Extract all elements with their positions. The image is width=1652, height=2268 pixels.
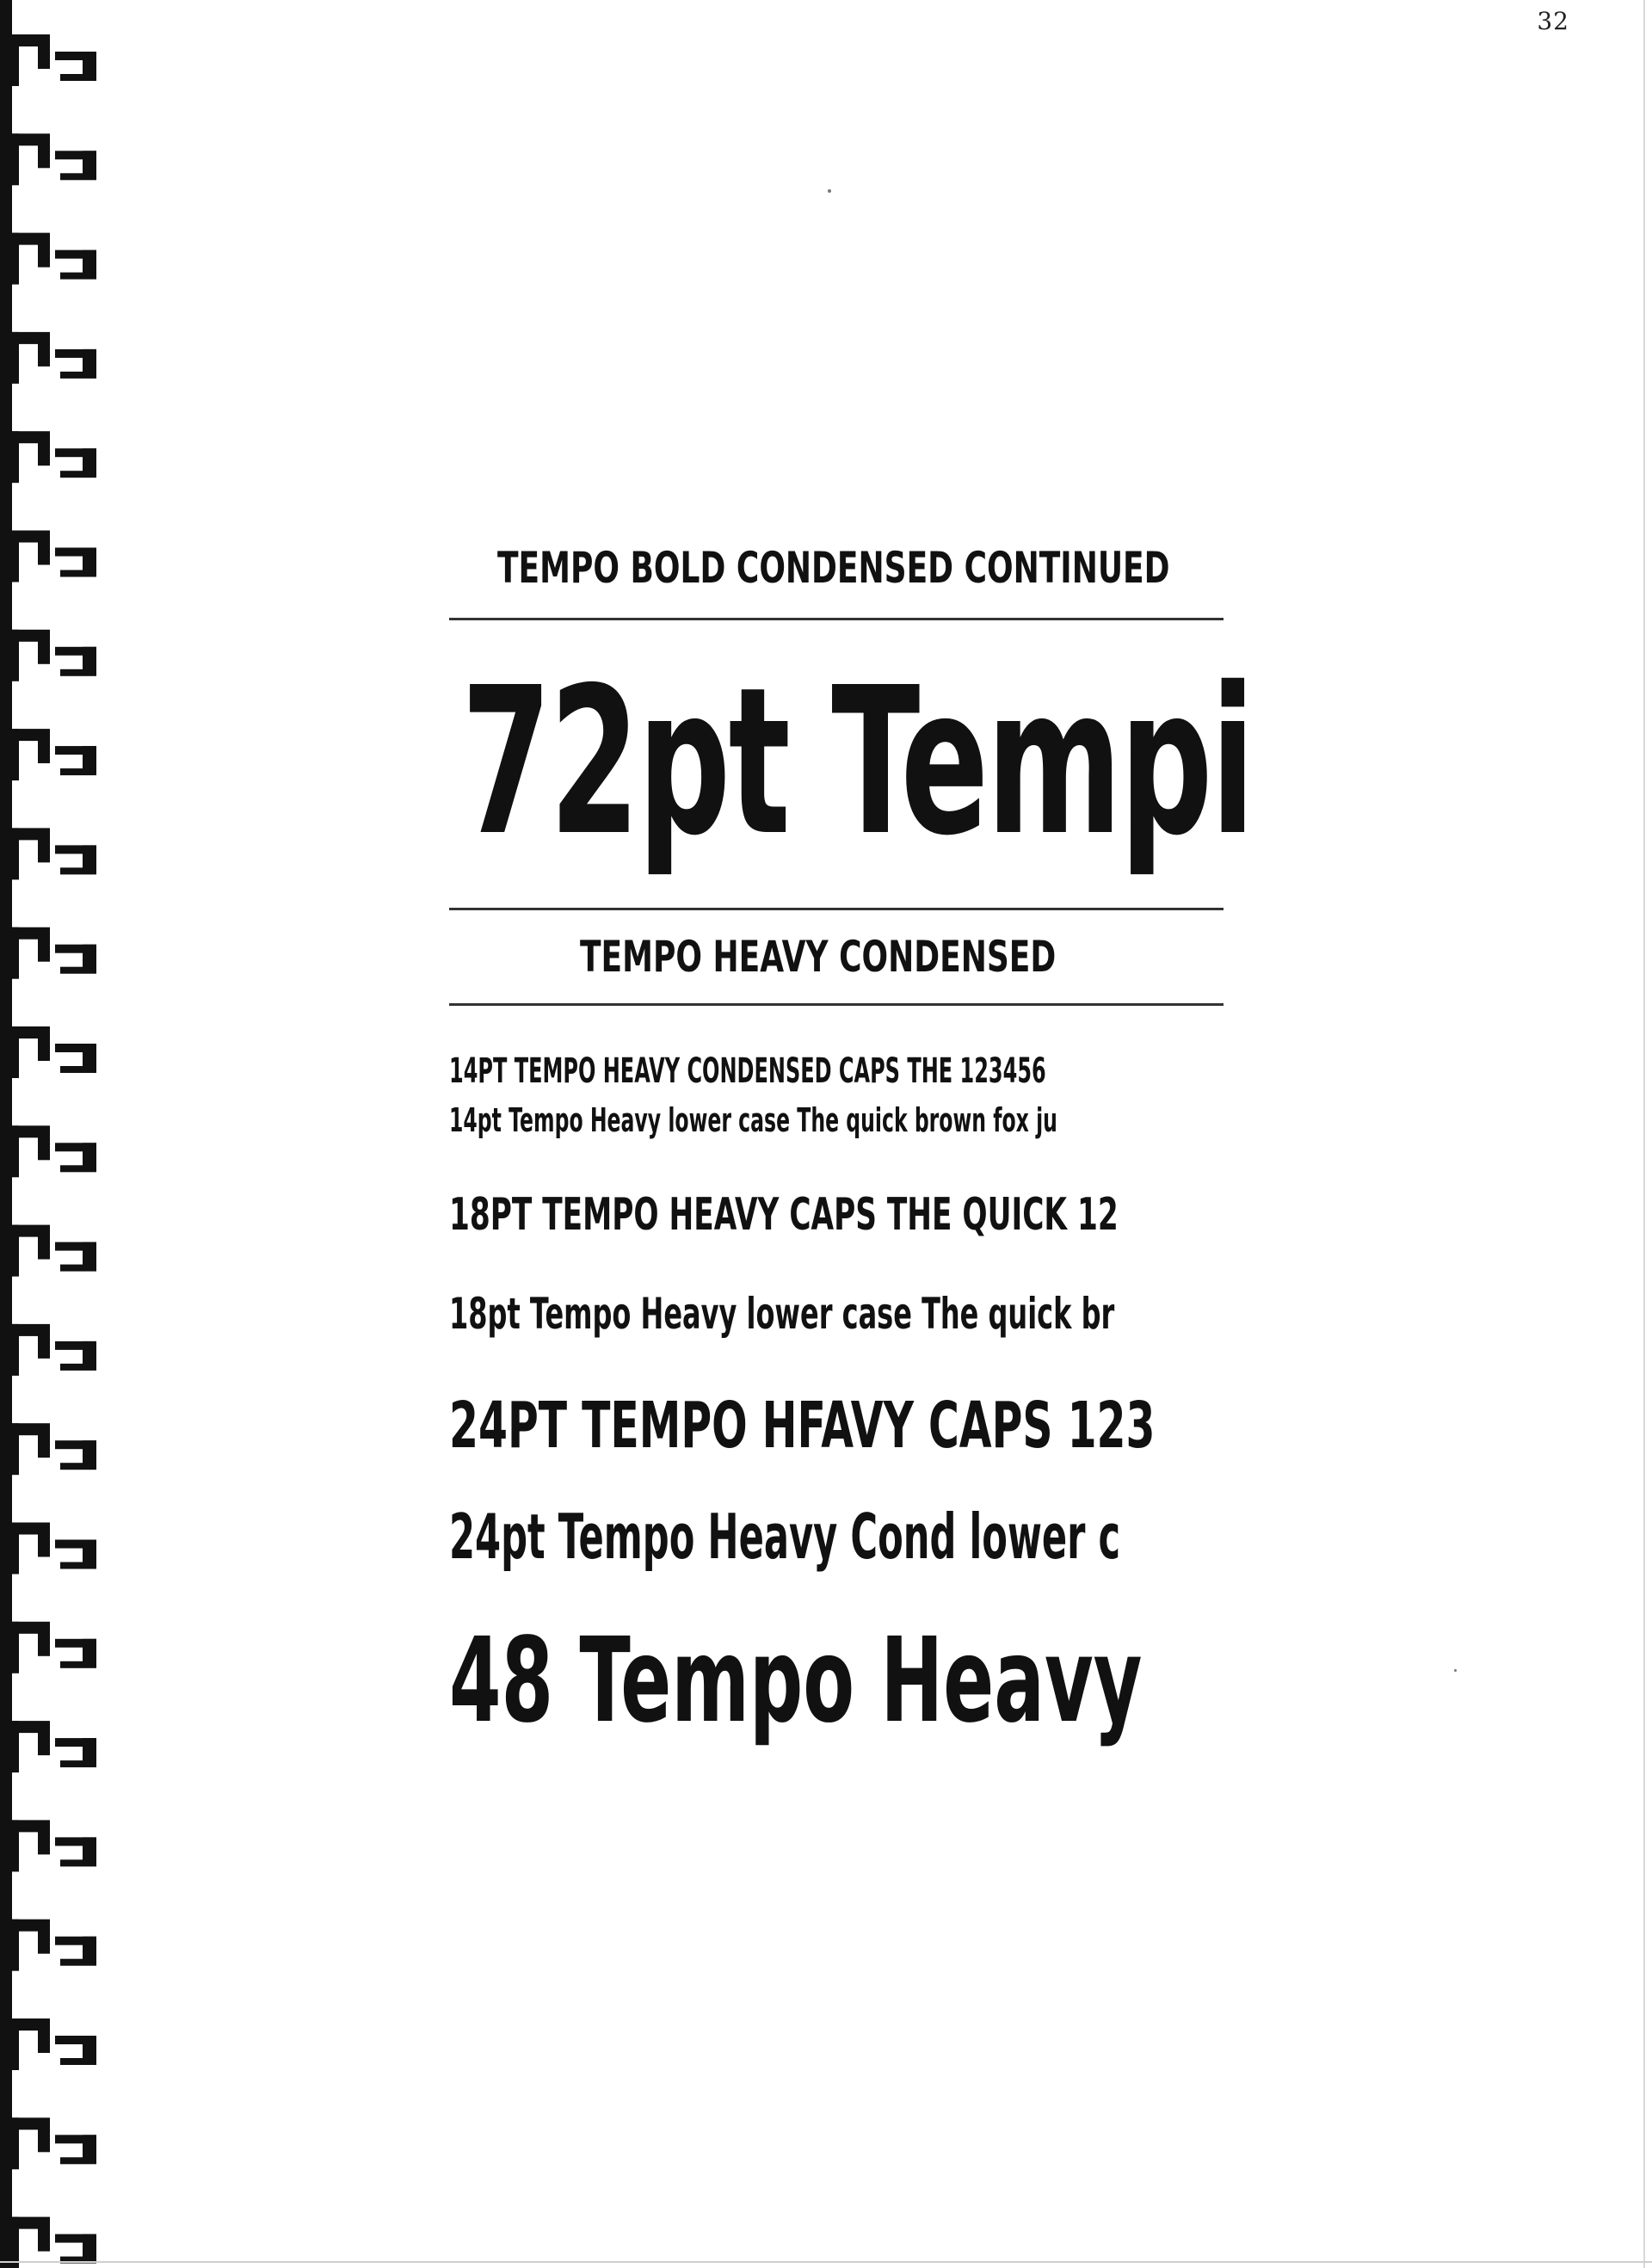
binding-ring	[0, 431, 96, 483]
binding-ring	[0, 729, 96, 780]
binding-ring	[0, 1523, 96, 1575]
binding-ring	[0, 1721, 96, 1772]
binding-ring	[0, 1423, 96, 1475]
sample-24pt-caps: 24PT TEMPO HFAVY CAPS 123	[449, 1389, 1156, 1463]
binding-ring	[0, 332, 96, 384]
binding-ring	[0, 233, 96, 285]
sample-24pt-lower: 24pt Tempo Heavy Cond lower c	[449, 1501, 1121, 1573]
binding-ring	[0, 1225, 96, 1277]
binding-ring	[0, 1622, 96, 1673]
sample-48pt: 48 Tempo Heavy	[449, 1613, 1143, 1749]
heading-tempo-heavy-condensed: TEMPO HEAVY CONDENSED	[580, 932, 1057, 982]
sample-14pt-caps: 14PT TEMPO HEAVY CONDENSED CAPS THE 123456	[449, 1051, 1046, 1091]
page-edge-right	[1643, 0, 1645, 2268]
sample-18pt-lower: 18pt Tempo Heavy lower case The quick br	[449, 1289, 1115, 1339]
binding-ring	[0, 1125, 96, 1177]
divider-rule-2	[449, 908, 1224, 910]
paper-speck	[1454, 1669, 1457, 1672]
heading-tempo-bold-condensed-continued: TEMPO BOLD CONDENSED CONTINUED	[497, 543, 1170, 593]
divider-rule-3	[449, 1003, 1224, 1006]
binding-ring	[0, 1324, 96, 1376]
divider-rule-1	[449, 618, 1224, 620]
binding-ring	[0, 928, 96, 979]
spiral-binding	[0, 0, 112, 2268]
sample-72pt: 72pt Tempi	[461, 644, 1254, 880]
binding-ring	[0, 1920, 96, 1971]
page-edge-bottom	[0, 2261, 1652, 2263]
sample-18pt-caps: 18PT TEMPO HEAVY CAPS THE QUICK 12	[449, 1189, 1119, 1241]
paper-speck	[828, 189, 831, 193]
binding-ring	[0, 828, 96, 879]
binding-ring	[0, 133, 96, 185]
binding-ring	[0, 34, 96, 86]
page-number: 32	[1537, 7, 1569, 35]
binding-ring	[0, 630, 96, 681]
binding-ring	[0, 2018, 96, 2070]
sample-14pt-lower: 14pt Tempo Heavy lower case The quick brown fox ju	[449, 1101, 1057, 1139]
binding-ring	[0, 1820, 96, 1871]
binding-ring	[0, 1026, 96, 1078]
binding-ring	[0, 531, 96, 582]
binding-ring	[0, 2117, 96, 2169]
